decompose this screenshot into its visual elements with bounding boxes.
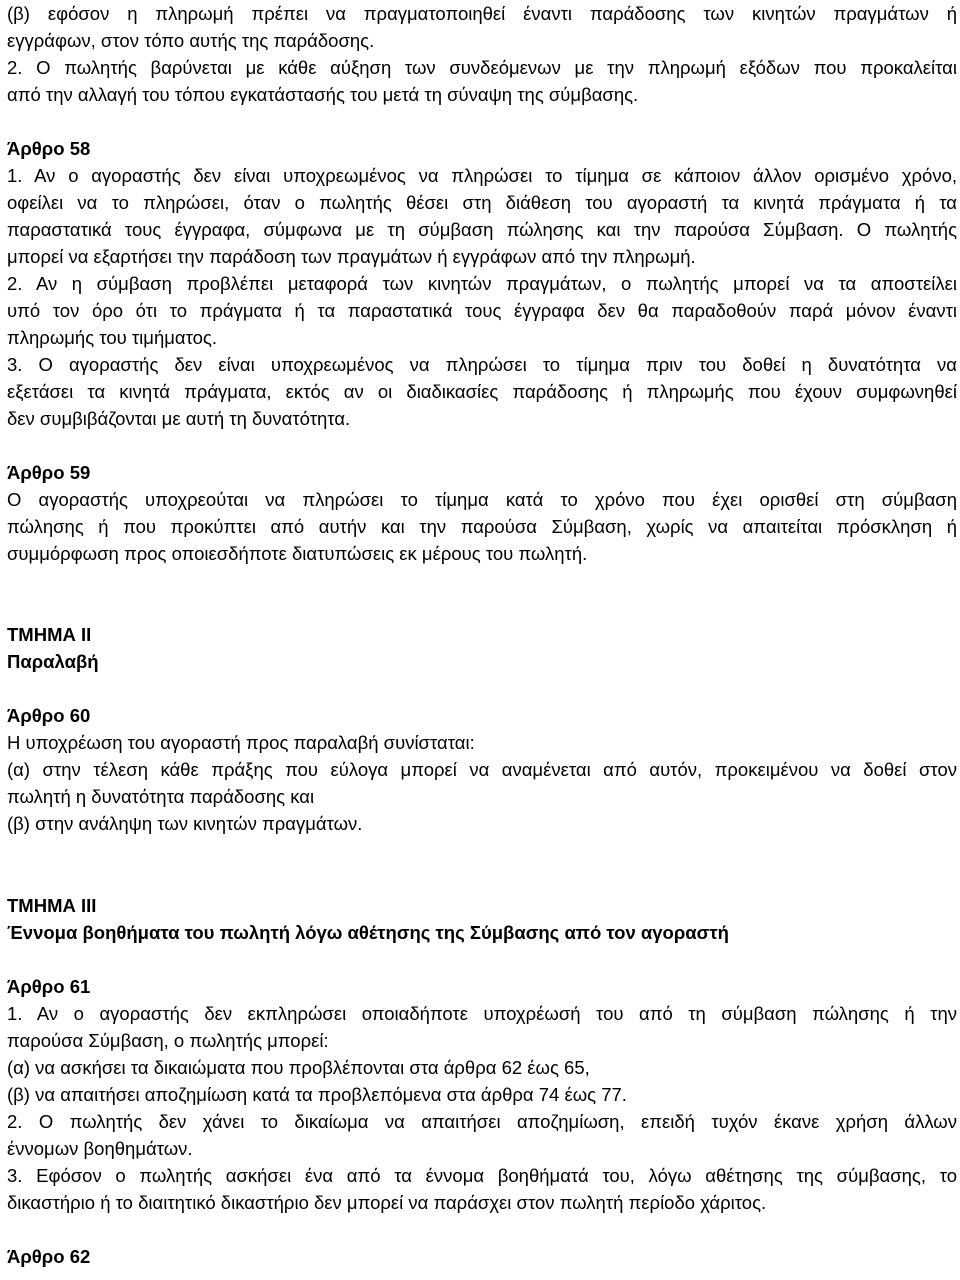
paragraph-line: παρούσα Σύμβαση, ο πωλητής μπορεί: [7,1030,329,1051]
section-title: Έννομα βοηθήματα του πωλητή λόγω αθέτησης της Σύμβασης από τον αγοραστή [7,922,729,943]
paragraph-line: 1. Αν ο αγοραστής δεν εκπληρώσει οποιαδήποτε υποχρέωσή του από τη σύμβαση πώλησης ή την [7,1003,957,1024]
paragraph-line: έννομων βοηθημάτων. [7,1138,193,1159]
paragraph-line: πληρωμής του τιμήματος. [7,327,217,348]
paragraph-line: παραστατικά τους έγγραφα, σύμφωνα με τη σύμβαση πώλησης και την παρούσα Σύμβαση. Ο πωλητής [7,219,957,240]
paragraph-line: 3. Ο αγοραστής δεν είναι υποχρεωμένος να πληρώσει το τίμημα πριν του δοθεί η δυνατότητα να [7,354,957,375]
paragraph-line: συμμόρφωση προς οποιεσδήποτε διατυπώσεις εκ μέρους του πωλητή. [7,543,588,564]
paragraph-line: (α) να ασκήσει τα δικαιώματα που προβλέπονται στα άρθρα 62 έως 65, [7,1057,590,1078]
article-heading: Άρθρο 58 [7,138,91,159]
article-heading: Άρθρο 62 [7,1246,91,1267]
article-heading: Άρθρο 61 [7,976,91,997]
section-title: Παραλαβή [7,651,99,672]
paragraph-line: 2. Ο πωλητής βαρύνεται με κάθε αύξηση των συνδεόμενων με την πληρωμή εξόδων που προκαλείται [7,57,957,78]
document-page [7,0,957,1270]
paragraph-line: 2. Ο πωλητής δεν χάνει το δικαίωμα να απαιτήσει αποζημίωση, επειδή τυχόν έκανε χρήση άλλων [7,1111,957,1132]
section-heading: ΤΜΗΜΑ ΙΙΙ [7,895,97,916]
paragraph-line: 3. Εφόσον ο πωλητής ασκήσει ένα από τα έννομα βοηθήματά του, λόγω αθέτησης της σύμβασης, το [7,1165,957,1186]
paragraph-line: (α) στην τέλεση κάθε πράξης που εύλογα μπορεί να αναμένεται από αυτόν, προκειμένου να δοθεί στον [7,759,957,780]
paragraph-line: από την αλλαγή του τόπου εγκατάστασής του μετά τη σύναψη της σύμβασης. [7,84,639,105]
article-heading: Άρθρο 59 [7,462,91,483]
paragraph-line: εγγράφων, στον τόπο αυτής της παράδοσης. [7,30,375,51]
paragraph-line: Ο αγοραστής υποχρεούται να πληρώσει το τίμημα κατά το χρόνο που έχει ορισθεί στη σύμβαση [7,489,957,510]
paragraph-line: Η υποχρέωση του αγοραστή προς παραλαβή συνίσταται: [7,732,475,753]
paragraph-line: δικαστήριο ή το διαιτητικό δικαστήριο δεν μπορεί να παράσχει στον πωλητή περίοδο χάριτος. [7,1192,767,1213]
paragraph-line: πωλητή η δυνατότητα παράδοσης και [7,786,315,807]
article-heading: Άρθρο 60 [7,705,91,726]
paragraph-line: (β) στην ανάληψη των κινητών πραγμάτων. [7,813,363,834]
section-heading: ΤΜΗΜΑ ΙΙ [7,624,92,645]
paragraph-line: οφείλει να το πληρώσει, όταν ο πωλητής θέσει στη διάθεση του αγοραστή τα κινητά πράγματα ή τα [7,192,957,213]
paragraph-line: πώλησης ή που προκύπτει από αυτήν και την παρούσα Σύμβαση, χωρίς να απαιτείται πρόσκληση ή [7,516,957,537]
paragraph-line: (β) εφόσον η πληρωμή πρέπει να πραγματοποιηθεί έναντι παράδοσης των κινητών πραγμάτων ή [7,3,957,24]
paragraph-line: 1. Αν ο αγοραστής δεν είναι υποχρεωμένος να πληρώσει το τίμημα σε κάποιον άλλον ορισμένο χρόνο, [7,165,957,186]
paragraph-line: δεν συμβιβάζονται με αυτή τη δυνατότητα. [7,408,351,429]
paragraph-line: μπορεί να εξαρτήσει την παράδοση των πραγμάτων ή εγγράφων από την πληρωμή. [7,246,696,267]
paragraph-line: εξετάσει τα κινητά πράγματα, εκτός αν οι διαδικασίες παράδοσης ή πληρωμής που έχουν συμφωνηθεί [7,381,957,402]
paragraph-line: (β) να απαιτήσει αποζημίωση κατά τα προβλεπόμενα στα άρθρα 74 έως 77. [7,1084,627,1105]
paragraph-line: υπό τον όρο ότι το πράγματα ή τα παραστατικά τους έγγραφα δεν θα παραδοθούν παρά μόνον έναντι [7,300,957,321]
paragraph-line: 2. Αν η σύμβαση προβλέπει μεταφορά των κινητών πραγμάτων, ο πωλητής μπορεί να τα αποστείλει [7,273,957,294]
